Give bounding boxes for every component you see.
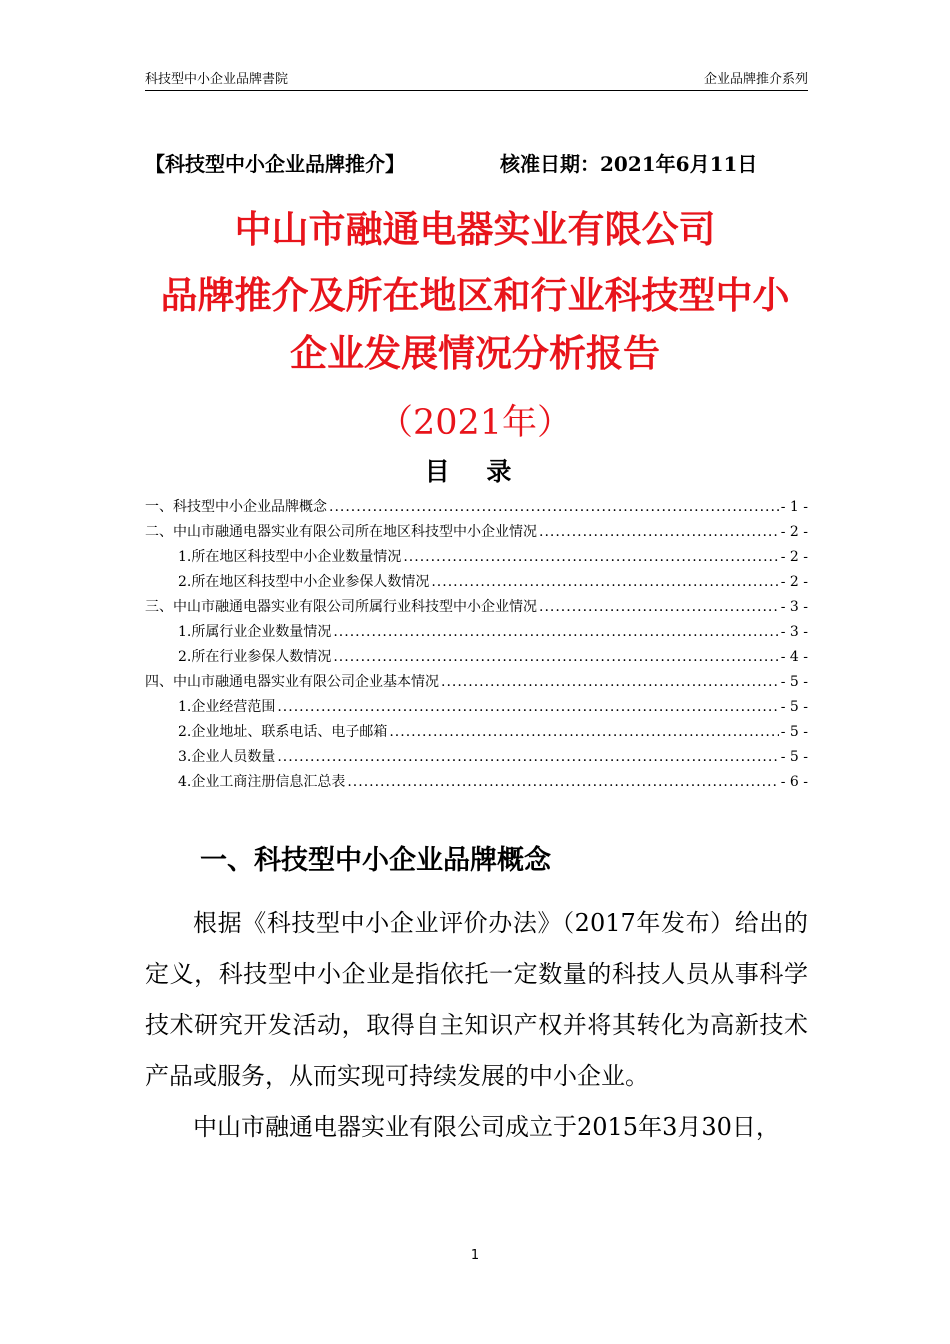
header-right-text: 企业品牌推介系列 [703,72,808,87]
toc-entry-label: 三、中山市融通电器实业有限公司所属行业科技型中小企业情况 [145,599,537,615]
toc-entry[interactable] [145,595,808,620]
toc-entry-page: - 2 - [780,549,808,565]
toc-entry-label: 2.企业地址、联系电话、电子邮箱 [178,724,388,740]
toc-subentry[interactable] [145,720,808,745]
toc-entry[interactable] [145,670,808,695]
toc-subentry[interactable] [145,645,808,670]
toc-entry-label: 1.企业经营范围 [178,699,276,715]
section-body [145,898,808,1153]
approval-date: 核准日期：2021年6月11日 [500,152,758,176]
report-title [0,200,950,452]
toc-subentry[interactable] [145,770,808,795]
toc-subentry[interactable] [145,620,808,645]
toc-entry-page: - 3 - [780,599,808,615]
toc-entry-label: 1.所属行业企业数量情况 [178,624,332,640]
toc-entry-page: - 3 - [780,624,808,640]
toc-entry-page: - 6 - [780,774,808,790]
toc-entry-label: 2.所在地区科技型中小企业参保人数情况 [178,574,430,590]
toc-entry-label: 四、中山市融通电器实业有限公司企业基本情况 [145,674,439,690]
toc-entry-label: 4.企业工商注册信息汇总表 [178,774,346,790]
title-line-3: 企业发展情况分析报告 [290,331,660,375]
toc-entry-label: 1.所在地区科技型中小企业数量情况 [178,549,402,565]
table-of-contents [145,495,808,795]
section-heading: 一、科技型中小企业品牌概念 [200,845,551,876]
toc-entry-page: - 4 - [780,649,808,665]
toc-subentry[interactable] [145,745,808,770]
toc-entry-label: 3.企业人员数量 [178,749,276,765]
toc-entry-label: 2.所在行业参保人数情况 [178,649,332,665]
header-left-text: 科技型中小企业品牌書院 [145,72,289,87]
toc-subentry[interactable] [145,570,808,595]
paragraph-definition: 根据《科技型中小企业评价办法》（2017年发布）给出的定义，科技型中小企业是指依托一定数量的科技人员从事科学技术研究开发活动，取得自主知识产权并将其转化为高新技术产品或服务，从而实现可持续发展的中小企业。 [145,909,808,1090]
paragraph-company-intro: 中山市融通电器实业有限公司成立于2015年3月30日， [193,1113,780,1141]
toc-entry-page: - 2 - [780,524,808,540]
page-number: 1 [470,1248,480,1263]
toc-entry-label: 一、科技型中小企业品牌概念 [145,499,327,515]
toc-entry-page: - 5 - [780,674,808,690]
title-year: （2021年） [377,403,573,443]
title-line-2: 品牌推介及所在地区和行业科技型中小 [160,273,790,317]
toc-entry-page: - 5 - [780,749,808,765]
toc-heading: 目 录 [424,457,526,486]
title-line-1: 中山市融通电器实业有限公司 [234,207,716,251]
promotion-tag: 【科技型中小企业品牌推介】 [145,152,405,176]
toc-entry-page: - 2 - [780,574,808,590]
toc-entry[interactable] [145,520,808,545]
running-header [145,66,808,91]
toc-entry-page: - 5 - [780,724,808,740]
toc-subentry[interactable] [145,545,808,570]
toc-entry-label: 二、中山市融通电器实业有限公司所在地区科技型中小企业情况 [145,524,537,540]
toc-subentry[interactable] [145,695,808,720]
toc-entry-page: - 1 - [780,499,808,515]
toc-entry[interactable] [145,495,808,520]
toc-entry-page: - 5 - [780,699,808,715]
